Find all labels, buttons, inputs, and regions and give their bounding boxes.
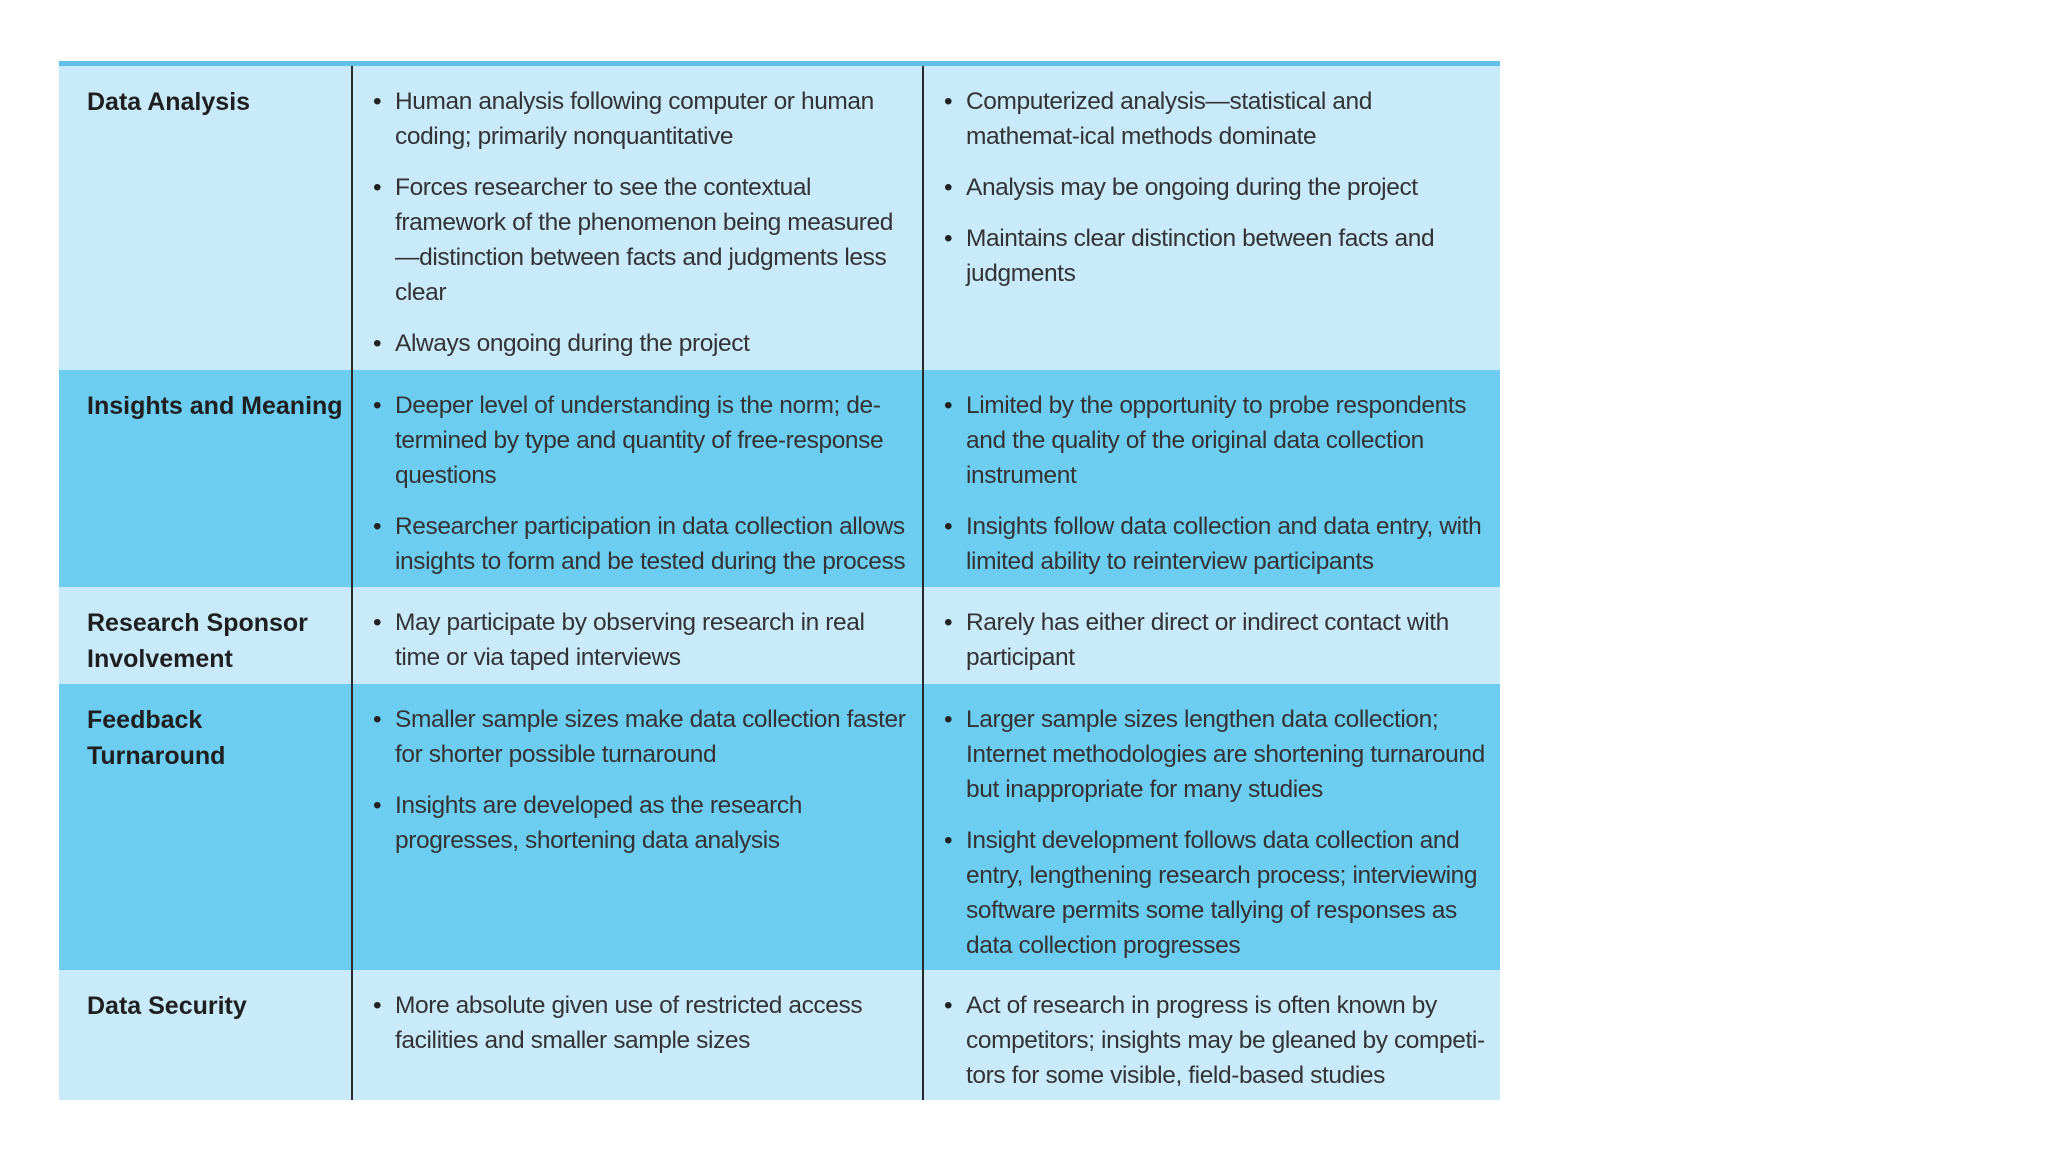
table-row-insights-and-meaning — [59, 370, 1500, 587]
row-label: Insights and Meaning — [87, 392, 343, 420]
bullet-list — [944, 388, 1486, 579]
bullet-item: • Act of research in progress is often known by competitors; insights may be gleaned by competi-tors for some visible, field-based studies — [944, 988, 1486, 1093]
bullet-item: • Always ongoing during the project — [373, 326, 908, 361]
bullet-item: • Rarely has either direct or indirect contact with participant — [944, 605, 1486, 675]
quantitative-cell — [922, 66, 1500, 370]
quantitative-cell — [922, 684, 1500, 970]
row-label: Research Sponsor Involvement — [87, 609, 308, 673]
bullet-item: • More absolute given use of restricted access facilities and smaller sample sizes — [373, 988, 908, 1058]
comparison-table — [59, 61, 1500, 1100]
bullet-item: • Limited by the opportunity to probe respondents and the quality of the original data collection instrument — [944, 388, 1486, 493]
qualitative-cell — [351, 684, 922, 970]
bullet-item: • May participate by observing research in real time or via taped interviews — [373, 605, 908, 675]
row-label: Data Security — [87, 992, 247, 1020]
qualitative-cell — [351, 970, 922, 1100]
quantitative-cell — [922, 587, 1500, 684]
bullet-list — [373, 702, 908, 858]
bullet-item: • Insight development follows data collection and entry, lengthening research process; interviewing software permits some tallying of responses as data collection progresses — [944, 823, 1486, 963]
bullet-item: • Maintains clear distinction between facts and judgments — [944, 221, 1486, 291]
bullet-list — [944, 84, 1486, 291]
bullet-item: • Computerized analysis—statistical and mathemat-ical methods dominate — [944, 84, 1486, 154]
bullet-list — [944, 605, 1486, 675]
bullet-list — [373, 988, 908, 1058]
bullet-list — [373, 388, 908, 579]
bullet-list — [373, 84, 908, 361]
bullet-item: • Forces researcher to see the contextual framework of the phenomenon being measured—distinction between facts and judgments less clear — [373, 170, 908, 310]
qualitative-cell — [351, 370, 922, 587]
quantitative-cell — [922, 370, 1500, 587]
table-row-data-security — [59, 970, 1500, 1100]
qualitative-cell — [351, 66, 922, 370]
table-row-data-analysis — [59, 66, 1500, 370]
bullet-list — [373, 605, 908, 675]
qualitative-cell — [351, 587, 922, 684]
quantitative-cell — [922, 970, 1500, 1100]
bullet-item: • Analysis may be ongoing during the project — [944, 170, 1486, 205]
bullet-item: • Larger sample sizes lengthen data collection; Internet methodologies are shortening turnaround but inappropriate for many studies — [944, 702, 1486, 807]
row-label: Feedback Turnaround — [87, 706, 226, 770]
bullet-item: • Insights follow data collection and data entry, with limited ability to reinterview participants — [944, 509, 1486, 579]
table-row-research-sponsor-involvement — [59, 587, 1500, 684]
bullet-item: • Human analysis following computer or human coding; primarily nonquantitative — [373, 84, 908, 154]
bullet-item: • Researcher participation in data collection allows insights to form and be tested during the process — [373, 509, 908, 579]
bullet-item: • Smaller sample sizes make data collection faster for shorter possible turnaround — [373, 702, 908, 772]
row-label: Data Analysis — [87, 88, 251, 116]
table-row-feedback-turnaround — [59, 684, 1500, 970]
bullet-item: • Deeper level of understanding is the norm; de-termined by type and quantity of free-response questions — [373, 388, 908, 493]
bullet-list — [944, 988, 1486, 1093]
bullet-list — [944, 702, 1486, 963]
bullet-item: • Insights are developed as the research progresses, shortening data analysis — [373, 788, 908, 858]
